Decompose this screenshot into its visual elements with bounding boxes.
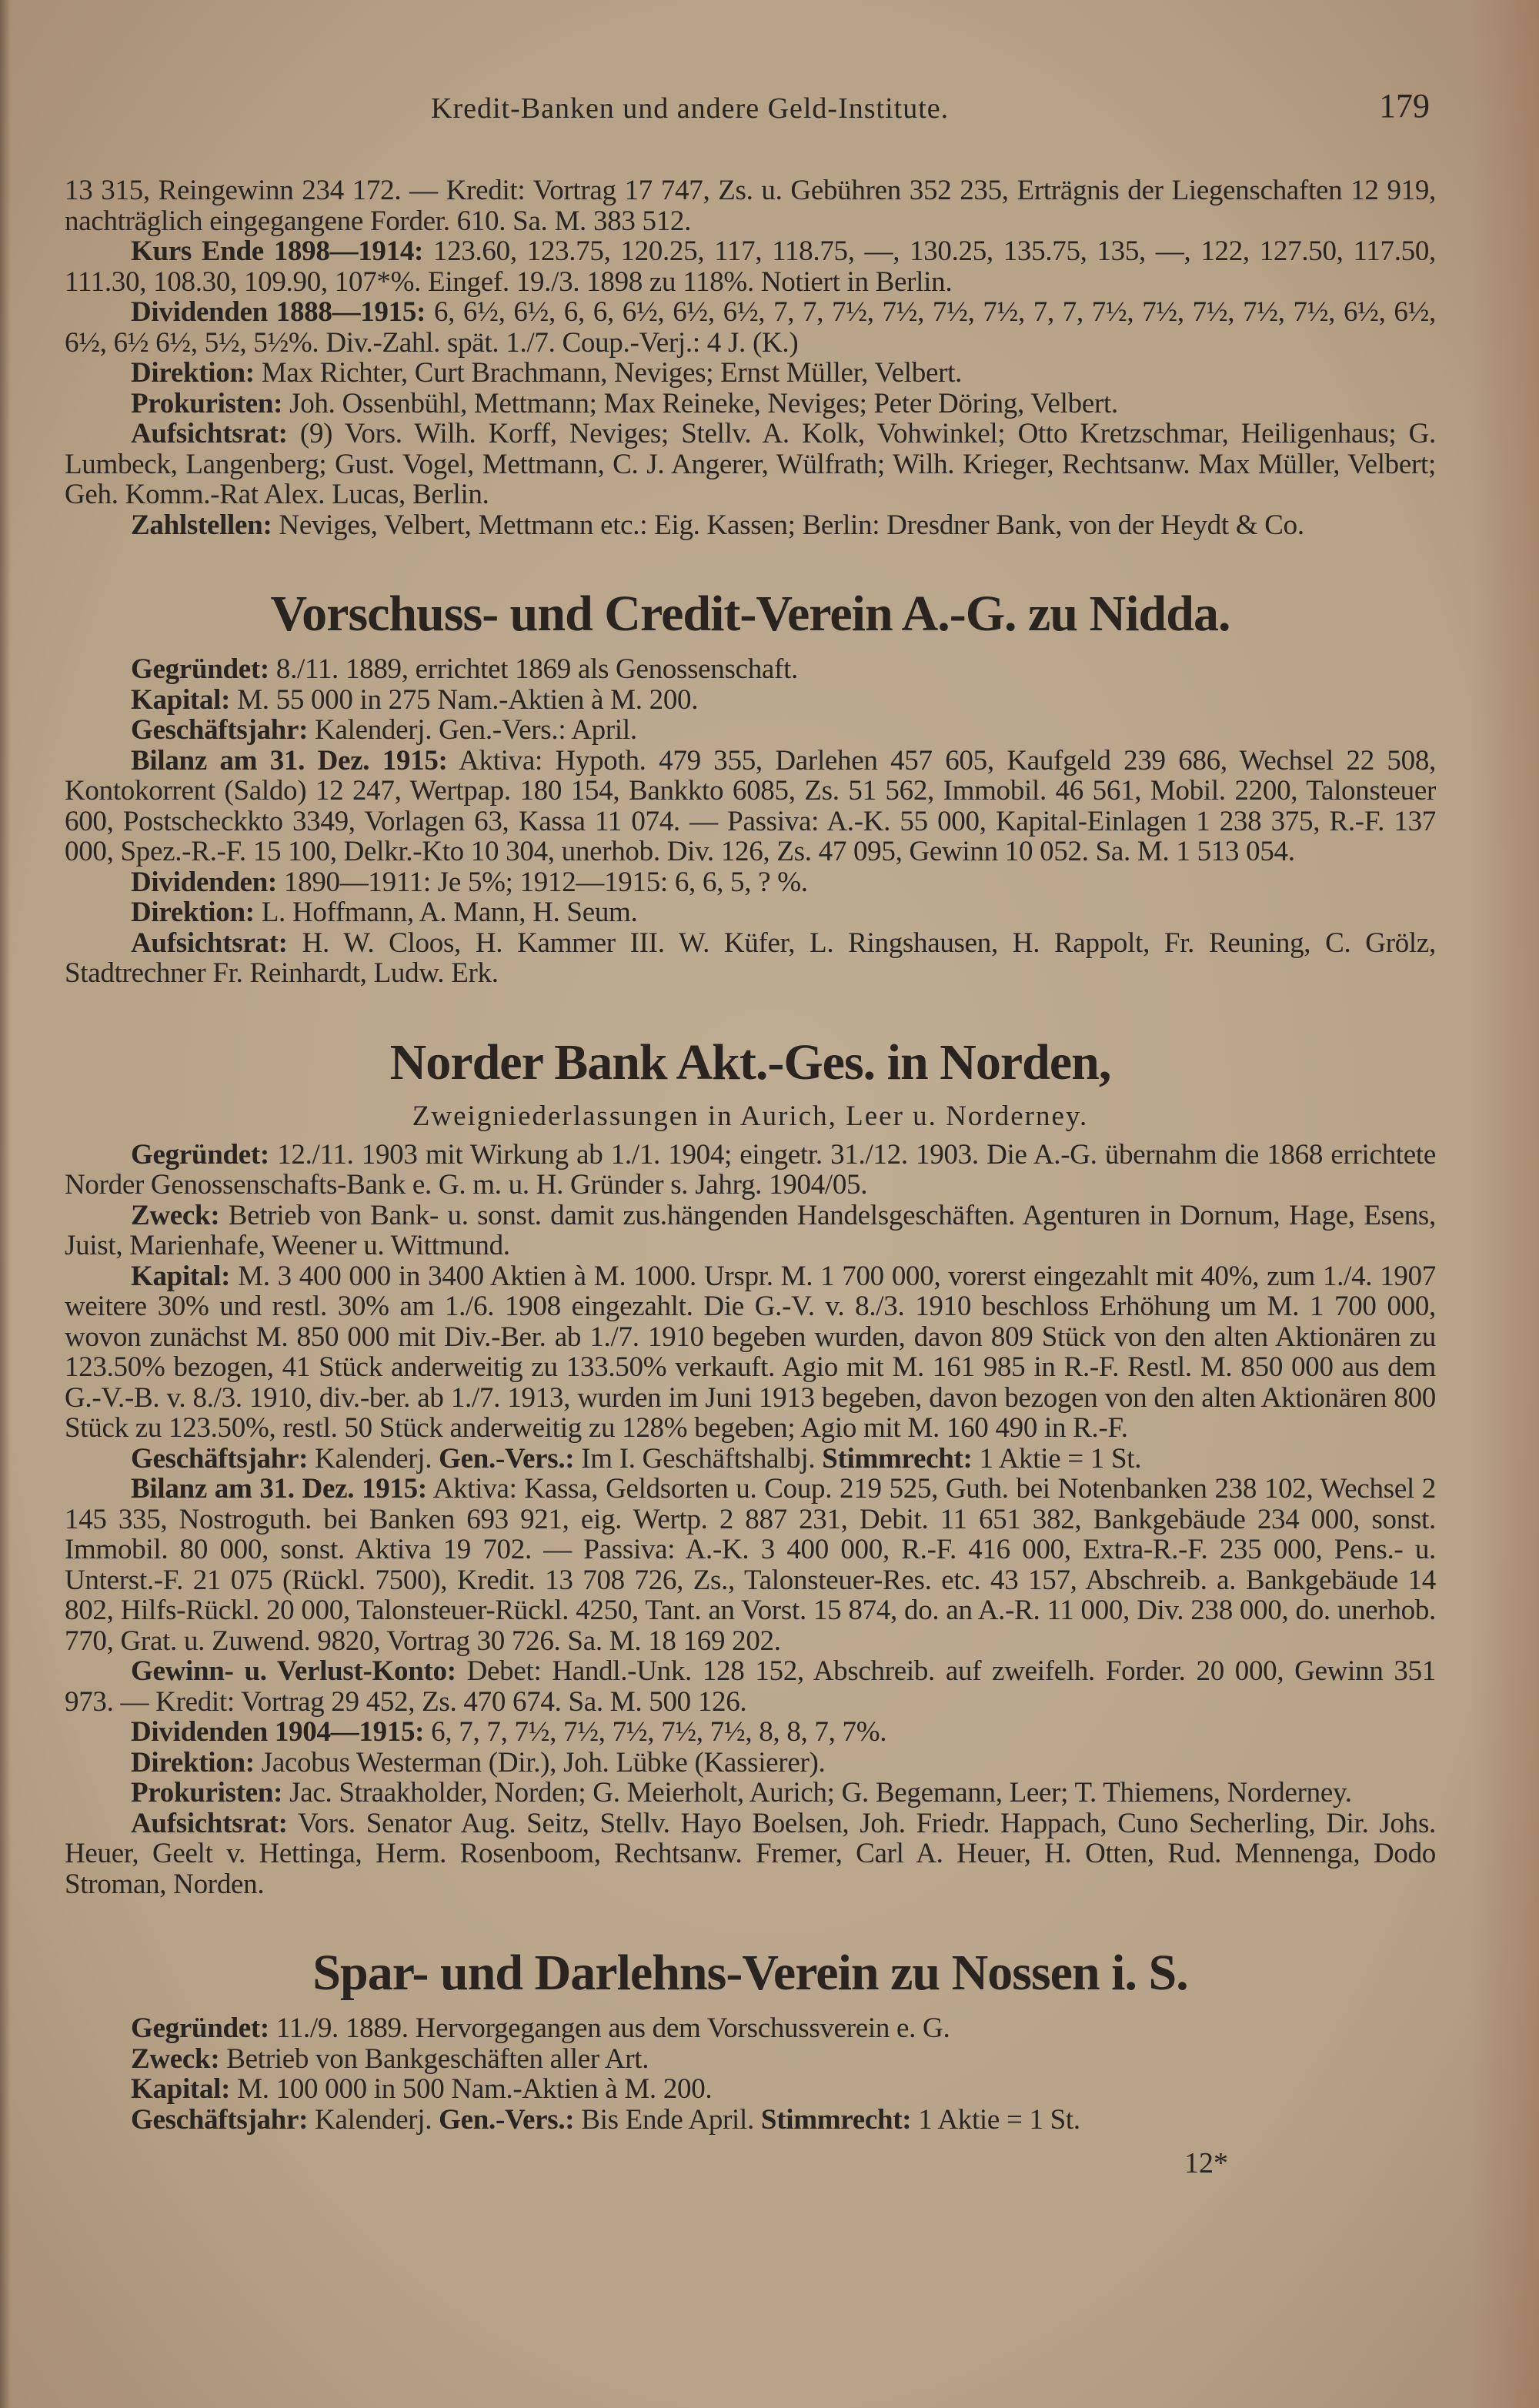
paragraph [65, 510, 1436, 541]
field-text: Kalenderj. [308, 2103, 439, 2136]
paragraph [65, 2044, 1436, 2075]
field-text: Debet: Handl.-Unk. 128 152, Abschreib. auf zweifelh. Forder. 20 000, Gewinn 351 973. — Kredit: Vortrag 29 452, Zs. 470 674. Sa. M. 500 126. [65, 1655, 1437, 1718]
field-label: Gen.-Vers.: [439, 1442, 575, 1475]
page-body [65, 175, 1436, 2181]
field-text: Betrieb von Bankgeschäften aller Art. [219, 2042, 649, 2075]
page-number: 179 [1379, 87, 1430, 125]
field-text: Kalenderj. [308, 1442, 439, 1475]
field-label: Aufsichtsrat: [131, 1807, 288, 1839]
paragraph [65, 1474, 1436, 1656]
field-label: Zweck: [131, 1199, 220, 1231]
paragraph [65, 928, 1436, 989]
field-label: Kapital: [131, 2073, 231, 2105]
paragraph [65, 654, 1436, 685]
field-text: (9) Vors. Wilh. Korff, Neviges; Stellv. A. Kolk, Vohwinkel; Otto Kretzschmar, Heiligenhaus; G. Lumbeck, Langenberg; Gust. Vogel, Mettmann, C. J. Angerer, Wülfrath; Wilh. Krieger, Rechtsanw. Max Müller, Velbert; Geh. Komm.-Rat Alex. Lucas, Berlin. [65, 418, 1436, 510]
field-label: Gegründet: [131, 1138, 269, 1171]
paragraph [65, 419, 1436, 510]
paragraph [65, 1261, 1436, 1444]
field-text: M. 100 000 in 500 Nam.-Aktien à M. 200. [230, 2073, 713, 2105]
paragraph [65, 1778, 1436, 1809]
field-label: Dividenden: [131, 866, 277, 898]
field-text: 6, 7, 7, 7½, 7½, 7½, 7½, 7½, 8, 8, 7, 7%. [424, 1716, 887, 1748]
field-label: Direktion: [131, 357, 255, 389]
paragraph [65, 1140, 1436, 1201]
field-text: H. W. Cloos, H. Kammer III. W. Küfer, L. Ringshausen, H. Rappolt, Fr. Reuning, C. Grölz, Stadtrechner Fr. Reinhardt, Ludw. Erk. [65, 927, 1436, 989]
paragraph [65, 715, 1436, 746]
entry-norder-bank [65, 1140, 1436, 1900]
field-text: Joh. Ossenbühl, Mettmann; Max Reineke, Neviges; Peter Döring, Velbert. [282, 387, 1118, 419]
field-text: 1 Aktie = 1 St. [972, 1442, 1142, 1475]
field-text: 1 Aktie = 1 St. [911, 2103, 1080, 2136]
field-text: L. Hoffmann, A. Mann, H. Seum. [254, 897, 638, 928]
paragraph [65, 1809, 1436, 1900]
field-label: Zahlstellen: [131, 509, 272, 541]
page-edge-left [0, 0, 11, 2408]
field-label: Gewinn- u. Verlust-Konto: [131, 1655, 456, 1687]
field-text: 8./11. 1889, errichtet 1869 als Genossenschaft. [269, 653, 799, 685]
field-label: Gegründet: [131, 653, 269, 685]
field-text: Jac. Straakholder, Norden; G. Meierholt, Aurich; G. Begemann, Leer; T. Thiemens, Norderney. [282, 1777, 1352, 1809]
field-text: Aktiva: Kassa, Geldsorten u. Coup. 219 525, Guth. bei Notenbanken 238 102, Wechsel 2 145 335, Nostroguth. bei Banken 693 921, eig. Wertp. 2 887 231, Debit. 11 651 382, Bankgebäude 234 000, sonst. Immobil. 80 000, sonst. Aktiva 19 702. — Passiva: A.-K. 3 400 000, R.-F. 416 000, Extra-R.-F. 235 000, Pens.- u. Unterst.-F. 21 075 (Rückl. 7500), Kredit. 13 708 726, Zs., Talonsteuer-Res. etc. 43 157, Abschreib. a. Bankgebäude 14 802, Hilfs-Rückl. 20 000, Talonsteuer-Rückl. 4250, Tant. an Vorst. 15 874, do. an A.-R. 11 000, Div. 238 000, do. unerhob. 770, Grat. u. Zuwend. 9820, Vortrag 30 726. Sa. M. 18 169 202. [65, 1473, 1436, 1657]
field-label: Geschäftsjahr: [131, 714, 309, 746]
field-text: Betrieb von Bank- u. sonst. damit zus.hängenden Handelsgeschäften. Agenturen in Dornum, Hage, Esens, Juist, Marienhafe, Weener u. Wittmund. [65, 1199, 1436, 1261]
paragraph [65, 867, 1436, 898]
field-label: Aufsichtsrat: [131, 927, 288, 959]
field-label: Aufsichtsrat: [131, 418, 288, 449]
field-label: Direktion: [131, 1746, 255, 1778]
field-label: Zweck: [131, 2042, 220, 2075]
paragraph [65, 897, 1436, 928]
field-text: Kalenderj. Gen.-Vers.: April. [308, 714, 637, 746]
entry-title-nidda: Vorschuss- und Credit-Verein A.-G. zu Nidda. [270, 586, 1230, 642]
field-text: M. 3 400 000 in 3400 Aktien à M. 1000. Urspr. M. 1 700 000, vorerst eingezahlt mit 40%, zum 1./4. 1907 weitere 30% und restl. 30% am 1./6. 1908 eingezahlt. Die G.-V. v. 8./3. 1910 beschloss Erhöhung um M. 1 700 000, wovon zunächst M. 850 000 mit Div.-Ber. ab 1./7. 1910 begeben wurden, davon 809 Stück von den alten Aktionären zu 123.50% bezogen, 41 Stück anderweitig zu 133.50% verkauft. Agio mit M. 161 985 in R.-F. Restl. M. 850 000 aus dem G.-V.-B. v. 8./3. 1910, div.-ber. ab 1./7. 1913, wurden im Juni 1913 begeben, davon bezogen von den alten Aktionären 800 Stück zu 123.50%, restl. 50 Stück anderweitig zu 128% begeben; Agio mit M. 160 490 in R.-F. [65, 1260, 1436, 1444]
field-text: M. 55 000 in 275 Nam.-Aktien à M. 200. [230, 683, 699, 716]
field-label: Geschäftsjahr: [131, 2103, 309, 2136]
paragraph [65, 1201, 1436, 1261]
paragraph [65, 2105, 1436, 2136]
field-text: 11./9. 1889. Hervorgegangen aus dem Vorschussverein e. G. [269, 2012, 950, 2044]
entry-title-nossen: Spar- und Darlehns-Verein zu Nossen i. S. [312, 1945, 1188, 2001]
field-text: Jacobus Westerman (Dir.), Joh. Lübke (Kassierer). [254, 1746, 826, 1778]
signature-mark: 12* [1184, 2147, 1228, 2179]
field-text: Vors. Senator Aug. Seitz, Stellv. Hayo Boelsen, Joh. Friedr. Happach, Cuno Secherling, Dir. Johs. Heuer, Geelt v. Hettinga, Herm. Rosenboom, Rechtsanw. Fremer, Carl A. Heuer, H. Otten, Rud. Mennenga, Dodo Stroman, Norden. [65, 1807, 1436, 1900]
paragraph [65, 1656, 1436, 1717]
paragraph [65, 1444, 1436, 1475]
field-label: Gegründet: [131, 2012, 269, 2044]
field-text: Aktiva: Hypoth. 479 355, Darlehen 457 605, Kaufgeld 239 686, Wechsel 22 508, Kontokorrent (Saldo) 12 247, Wertpap. 180 154, Bankkto 6085, Zs. 51 562, Immobil. 46 561, Mobil. 2200, Talonsteuer 600, Postscheckkto 3349, Vorlagen 63, Kassa 11 074. — Passiva: A.-K. 55 000, Kapital-Einlagen 1 238 375, R.-F. 137 000, Spez.-R.-F. 15 100, Delkr.-Kto 10 304, unerhob. Div. 126, Zs. 47 095, Gewinn 10 052. Sa. M. 1 513 054. [65, 744, 1436, 867]
running-header: Kredit-Banken und andere Geld-Institute. [431, 92, 950, 125]
field-label: Stimmrecht: [760, 2103, 912, 2136]
paragraph [65, 2013, 1436, 2044]
field-label: Prokuristen: [131, 1777, 283, 1809]
entry-nidda [65, 654, 1436, 989]
page-header-area [0, 0, 1539, 175]
field-text: 13 315, Reingewinn 234 172. — Kredit: Vortrag 17 747, Zs. u. Gebühren 352 235, Erträgnis der Liegenschaften 12 919, nachträglich eingegangene Forder. 610. Sa. M. 383 512. [65, 175, 1436, 237]
page-edge-right [1470, 0, 1539, 2408]
paragraph [65, 1748, 1436, 1778]
field-label: Bilanz am 31. Dez. 1915: [131, 744, 448, 777]
paragraph [65, 2074, 1436, 2105]
field-label: Prokuristen: [131, 387, 283, 419]
paragraph [65, 297, 1436, 358]
field-label: Gen.-Vers.: [439, 2103, 575, 2136]
paragraph [65, 175, 1436, 236]
paragraph [65, 358, 1436, 389]
entry-continuation [65, 175, 1436, 540]
field-text: Bis Ende April. [574, 2103, 761, 2136]
field-label: Kapital: [131, 1260, 231, 1292]
field-text: 12./11. 1903 mit Wirkung ab 1./1. 1904; eingetr. 31./12. 1903. Die A.-G. übernahm die 1868 errichtete Norder Genossenschafts-Bank e. G. m. u. H. Gründer s. Jahrg. 1904/05. [65, 1138, 1436, 1201]
field-label: Geschäftsjahr: [131, 1442, 309, 1475]
field-text: 1890—1911: Je 5%; 1912—1915: 6, 6, 5, ? %. [276, 866, 808, 898]
field-label: Dividenden 1904—1915: [131, 1716, 425, 1748]
field-label: Direktion: [131, 897, 255, 928]
field-label: Kurs Ende 1898—1914: [131, 235, 424, 267]
field-text: 6, 6½, 6½, 6, 6, 6½, 6½, 6½, 7, 7, 7½, 7½, 7½, 7½, 7, 7, 7½, 7½, 7½, 7½, 7½, 6½, 6½, 6½, 6½ 6½, 5½, 5½%. Div.-Zahl. spät. 1./7. Coup.-Verj.: 4 J. (K.) [65, 296, 1436, 359]
field-text: Neviges, Velbert, Mettmann etc.: Eig. Kassen; Berlin: Dresdner Bank, von der Heydt & Co. [272, 509, 1304, 541]
field-label: Stimmrecht: [822, 1442, 973, 1475]
entry-nossen [65, 2013, 1436, 2135]
field-text: Max Richter, Curt Brachmann, Neviges; Ernst Müller, Velbert. [254, 357, 963, 389]
paragraph [65, 389, 1436, 419]
paragraph [65, 236, 1436, 297]
field-label: Dividenden 1888—1915: [131, 296, 426, 328]
field-label: Kapital: [131, 683, 231, 716]
field-label: Bilanz am 31. Dez. 1915: [131, 1473, 427, 1505]
entry-title-norder-bank: Norder Bank Akt.-Ges. in Norden, [389, 1034, 1111, 1090]
entry-subtitle-norder-bank: Zweigniederlassungen in Aurich, Leer u. Norderney. [412, 1100, 1089, 1132]
field-text: Im I. Geschäftshalbj. [574, 1442, 823, 1475]
paragraph [65, 685, 1436, 716]
paragraph [65, 1717, 1436, 1748]
paragraph [65, 746, 1436, 867]
field-text: 123.60, 123.75, 120.25, 117, 118.75, —, 130.25, 135.75, 135, —, 122, 127.50, 117.50, 111.30, 108.30, 109.90, 107*%. Eingef. 19./3. 1898 zu 118%. Notiert in Berlin. [65, 235, 1436, 298]
